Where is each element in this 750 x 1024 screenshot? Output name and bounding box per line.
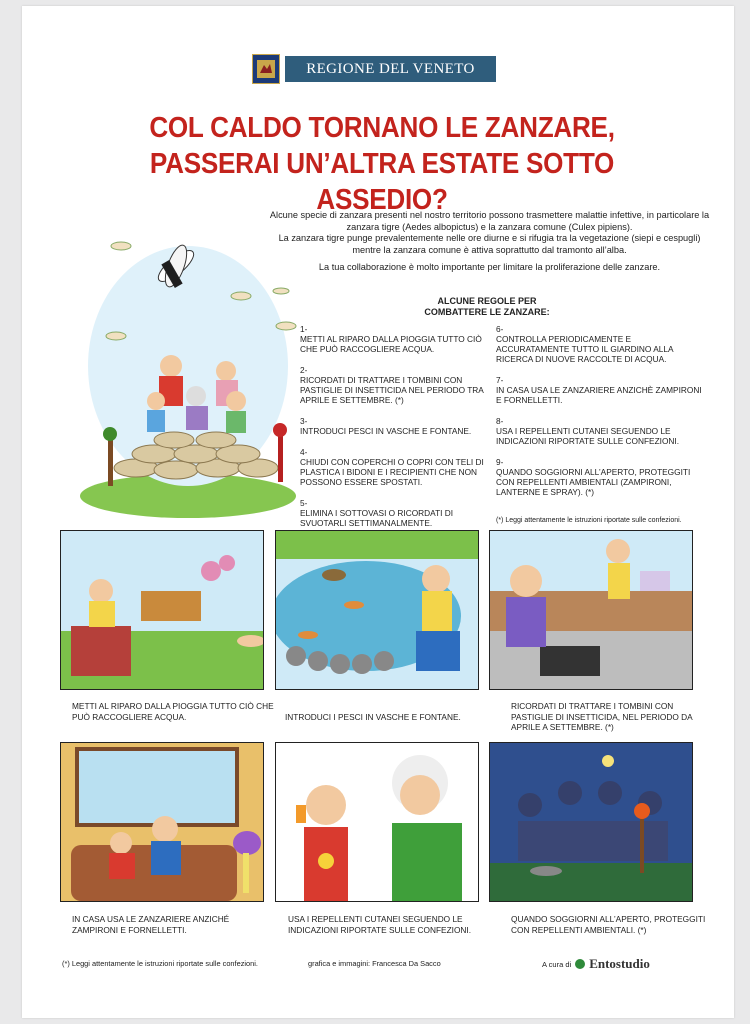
rule-item: 6- CONTROLLA PERIODICAMENTE E ACCURATAMENTE TUTTO IL GIARDINO ALLA RICERCA DI NUOVE RACCOLTE DI ACQUA. [496, 324, 674, 364]
panel-storm-drain [489, 530, 693, 690]
entostudio-brand [542, 956, 650, 972]
logo-text: REGIONE DEL VENETO [285, 56, 496, 82]
regione-veneto-logo [252, 54, 496, 84]
poster-sheet [22, 6, 734, 1018]
intro-text [267, 210, 712, 280]
rule-item: 2- RICORDATI DI TRATTARE I TOMBINI CON PASTIGLIE DI INSETTICIDA NEL PERIODO TRA APRILE E SETTEMBRE. (*) [300, 365, 484, 405]
lion-crest-icon [252, 54, 280, 84]
panel-caption: INTRODUCI I PESCI IN VASCHE E FONTANE. [285, 712, 461, 722]
rule-item: 5- ELIMINA I SOTTOVASI O RICORDATI DI SVUOTARLI SETTIMANALMENTE. [300, 498, 454, 528]
rule-item: 1- METTI AL RIPARO DALLA PIOGGIA TUTTO CIÒ CHE PUÒ RACCOGLIERE ACQUA. [300, 324, 482, 354]
brand-name: Entostudio [589, 956, 650, 971]
page-title-line2: PASSERAI UN’ALTRA ESTATE SOTTO ASSEDIO? [149, 148, 615, 216]
panel-caption: QUANDO SOGGIORNI ALL’APERTO, PROTEGGITI CON REPELLENTI AMBIENTALI. (*) [511, 914, 706, 935]
footer-credits: grafica e immagini: Francesca Da Sacco [308, 959, 441, 968]
footer-note: (*) Leggi attentamente le istruzioni riportate sulle confezioni. [62, 959, 258, 968]
rules-title: ALCUNE REGOLE PER COMBATTERE LE ZANZARE: [424, 296, 550, 317]
rules-note: (*) Leggi attentamente le istruzioni riportate sulle confezioni. [496, 517, 682, 524]
panel-caption: RICORDATI DI TRATTARE I TOMBINI CON PASTIGLIE DI INSETTICIDA, NEL PERIODO DA APRILE A SETTEMBRE. (*) [511, 701, 693, 732]
panel-fish-pond [275, 530, 479, 690]
rules-column-left [300, 324, 500, 539]
entostudio-logo-icon [575, 959, 585, 969]
rule-item: 8- USA I REPELLENTI CUTANEI SEGUENDO LE INDICAZIONI RIPORTATE SULLE CONFEZIONI. [496, 416, 680, 446]
rule-item: 7- IN CASA USA LE ZANZARIERE ANZICHÈ ZAMPIRONI E FORNELLETTI. [496, 375, 702, 405]
intro-paragraph-2: La zanzara tigre punge prevalentemente nelle ore diurne e si rifugia tra la vegetazione (siepi e cespugli) mentre la zanzara comune è attiva soprattutto dal tramonto all’alba. [278, 233, 701, 255]
panel-outdoor-night [489, 742, 693, 902]
curated-by-label: A cura di [542, 959, 572, 969]
intro-paragraph-3: La tua collaborazione è molto importante per limitare la proliferazione delle zanzare. [318, 262, 661, 272]
rule-item: 4- CHIUDI CON COPERCHI O COPRI CON TELI DI PLASTICA I BIDONI E I RECIPIENTI CHE NON POSSONO ESSERE SPOSTATI. [300, 447, 484, 487]
rule-item: 3- INTRODUCI PESCI IN VASCHE E FONTANE. [300, 416, 472, 436]
panel-mosquito-nets [60, 742, 264, 902]
panel-cover-water [60, 530, 264, 690]
intro-paragraph-1: Alcune specie di zanzara presenti nel nostro territorio possono trasmettere malattie infettive, in particolare la zanzara tigre (Aedes albopictus) e la zanzara comune (Culex pipiens). [269, 210, 710, 232]
panel-caption: METTI AL RIPARO DALLA PIOGGIA TUTTO CIÒ CHE PUÒ RACCOGLIERE ACQUA. [72, 701, 274, 722]
page-title-line1: COL CALDO TORNANO LE ZANZARE, [149, 112, 615, 144]
panel-caption: USA I REPELLENTI CUTANEI SEGUENDO LE INDICAZIONI RIPORTATE SULLE CONFEZIONI. [288, 914, 472, 935]
panel-caption: IN CASA USA LE ZANZARIERE ANZICHÉ ZAMPIRONI E FORNELLETTI. [72, 914, 230, 935]
rules-column-right [496, 324, 704, 508]
rule-item: 9- QUANDO SOGGIORNI ALL’APERTO, PROTEGGITI CON REPELLENTI AMBIENTALI (ZAMPIRONI, LANTERNE E SPRAY). (*) [496, 457, 691, 497]
panel-repellent [275, 742, 479, 902]
